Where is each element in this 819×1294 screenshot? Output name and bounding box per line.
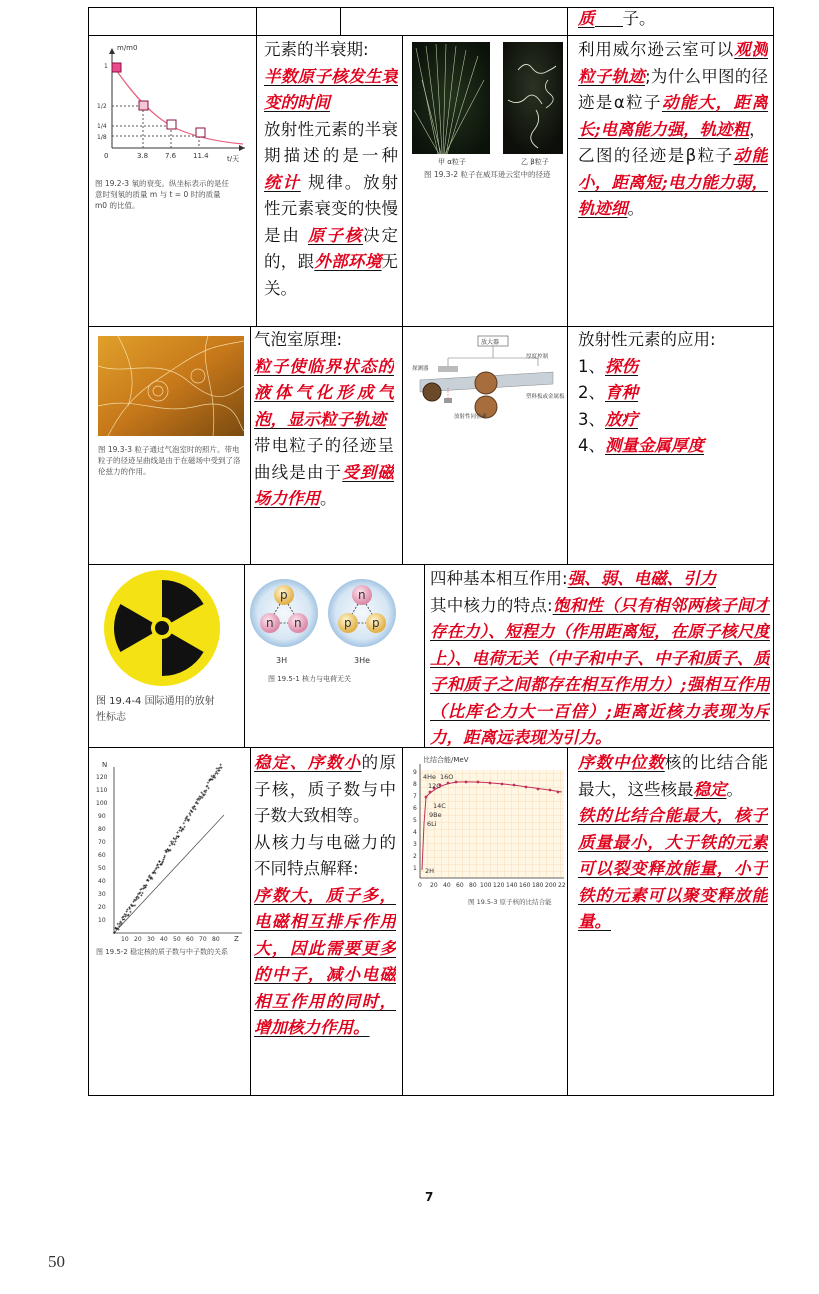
answer-text: 粒子使临界状态的液体气化形成气泡，显示粒子轨迹 [254,356,394,429]
x-tick: 40 [443,882,451,889]
y-tick: 90 [98,813,106,820]
table-rule [88,35,774,36]
nz-point [207,787,209,789]
cell-text: 放射性元素的应用: [578,330,716,349]
x-tick: 140 [506,882,518,889]
cell-text: 从核力与电磁力的不同特点解释: [254,832,396,878]
be-point [455,781,458,784]
chart-title: 比结合能/MeV [423,756,469,764]
cloud-chamber-figure [408,40,565,190]
nz-point [184,819,186,821]
y-tick: 3 [413,841,417,848]
answer-text: 稳定 [693,779,727,799]
svg-text:p: p [372,616,380,630]
y-tick: 50 [98,865,106,872]
halflife-cell [264,37,398,325]
table-rule [340,7,341,36]
x-tick: 60 [186,936,194,943]
nucleus-label: 3He [354,656,371,665]
answer-text: 质 [578,9,595,28]
cloud-chamber-photos [408,40,565,165]
figure-caption: 图 19.5-2 稳定核的质子数与中子数的关系 [96,948,229,956]
answer-text: 序数中位数 [578,753,665,772]
nz-point [207,782,209,784]
y-tick: 4 [413,829,417,836]
svg-text:n: n [266,616,274,630]
binding-energy-cell [578,750,768,1093]
nz-point [200,791,202,793]
x-tick: 10 [121,936,129,943]
cell-text: 规律。放射性元素衰变的快慢是由 [264,172,398,245]
margin-page-number: 50 [48,1252,65,1271]
nz-point [211,775,213,777]
answer-text: 观测粒子轨迹 [578,40,768,86]
cell-text: 子。 [622,9,656,28]
nz-point [129,911,131,913]
nucleus-label: 3H [276,656,288,665]
figure-caption: 图 19.2-3 氡的衰变。纵坐标表示的是任意时刻氡的质量 m 与 t = 0 时的质量 m0 的比值。 [95,179,229,210]
isotope-label: 14C [433,802,446,810]
y-axis-label: N [102,761,108,769]
cell-text: ， [749,119,766,139]
cell-text: 无关。 [264,252,398,298]
nz-stability-figure [96,755,246,965]
nz-point [220,764,222,766]
isotope-label: 6Li [427,820,437,828]
isotope-label: 16O [440,773,454,781]
nz-scatter-chart [96,755,246,945]
radon-decay-figure [95,40,250,320]
x-tick: 160 [519,882,531,889]
y-tick: 1/2 [97,103,107,110]
y-tick: 70 [98,839,106,846]
table-rule [256,7,257,36]
nz-point [173,843,175,845]
answer-text: 统计 [264,172,301,192]
thickness-gauge-figure [408,332,565,432]
nz-point [216,772,218,774]
binding-energy-chart [406,752,566,912]
answer-text: 铁的比结合能最大，核子质量最小，大于铁的元素可以裂变释放能量，小于铁的元素可以聚变释放能量。 [578,806,768,931]
nz-point [174,840,176,842]
x-tick: 50 [173,936,181,943]
table-rule [250,326,251,565]
isotope-label: 12C [428,782,441,790]
figure-caption: 图 19.4-4 国际通用的放射性标志 [96,696,215,723]
thickness-gauge-diagram [408,332,565,432]
x-tick: 11.4 [193,152,209,160]
answer-text: 动能小，距离短;电力能力弱，轨迹细 [578,146,768,218]
be-point [549,789,552,792]
nuclear-force-cell [430,566,770,746]
be-point [465,781,468,784]
cell-text: 。 [320,489,337,508]
nz-point [138,897,140,899]
x-tick: 60 [456,882,464,889]
table-rule [256,35,257,327]
x-tick: 22 [558,882,566,889]
photo-label: 乙 β粒子 [521,158,549,165]
y-tick: 120 [96,774,108,781]
x-tick: 100 [480,882,492,889]
be-point [501,783,504,786]
y-tick: 80 [98,826,106,833]
svg-text:n: n [294,616,302,630]
be-point [537,788,540,791]
nz-point [172,841,174,843]
nz-point [157,866,159,868]
bubble-chamber-figure [98,336,246,561]
answer-text: 外部环境 [314,252,382,271]
nz-data-points [113,764,223,935]
y-tick: 1/4 [97,123,107,130]
table-rule [402,747,403,1096]
table-rule [567,7,568,36]
y-tick: 110 [96,787,108,794]
answer-text: 半数原子核发生衰变的时间 [264,66,398,112]
x-tick: 7.6 [165,152,177,160]
y-tick: 1 [413,865,417,872]
table-rule [88,564,774,565]
device-label: 放射性同位素 [454,414,488,420]
device-label: 探测器 [412,366,429,372]
table-rule [88,1095,774,1096]
nz-point [194,808,196,810]
bubble-chamber-photo [98,336,244,436]
list-item: 3、放疗 [578,409,638,429]
figure-caption: 图 19.5-1 核力与电荷无关 [268,675,352,683]
cell-text: 核的比结合能最大，这些核最 [578,753,768,799]
cell-text: 元素的半衰期: [264,40,369,59]
be-point [425,796,428,799]
table-rule [567,747,568,1096]
nuclear-force-figure [246,575,422,690]
y-tick: 6 [413,805,417,812]
device-label: 厚度控制 [526,354,549,360]
x-tick: 200 [545,882,557,889]
answer-text: 原子核 [307,225,364,245]
page-number: 7 [425,1190,434,1204]
answer-text: 序数大，质子多，电磁相互排斥作用大，因此需要更多的中子，减小电磁相互作用的同时，增加核力作用。 [254,885,396,1037]
nz-point [123,918,125,920]
cell-text: 其中核力的特点: [430,595,553,615]
table-rule [424,564,425,748]
binding-energy-figure [406,752,566,912]
x-axis-label: t/天 [227,155,240,163]
answer-text: 受到磁场力作用 [254,462,394,508]
cell-text: 乙图的径迹是β粒子 [578,146,734,165]
cell-text: ;为什么甲图的径迹是α粒子 [578,66,768,112]
svg-text:n: n [358,588,366,602]
isotope-label: 4He [423,773,437,781]
nz-point [134,899,136,901]
nz-point [183,822,185,824]
y-tick: 9 [413,769,417,776]
table-rule [567,35,568,565]
table-rule [88,7,89,1096]
table-rule [773,7,774,1096]
nz-point [183,826,185,828]
x-tick: 80 [469,882,477,889]
x-tick: 80 [212,936,220,943]
decay-curve-chart [95,40,250,170]
radiation-symbol-figure [96,568,240,746]
list-item: 4、测量金属厚度 [578,436,704,455]
y-tick: 30 [98,891,106,898]
x-tick: 30 [147,936,155,943]
cell-text: 决定的，跟 [264,225,398,271]
table-rule [250,747,251,1096]
x-tick: 120 [493,882,505,889]
nz-point [141,892,143,894]
x-tick: 0 [418,882,422,889]
device-label: 放大器 [481,339,500,346]
be-point [477,781,480,784]
nz-point [134,904,136,906]
be-point [447,782,450,785]
x-tick: 20 [430,882,438,889]
isotope-label: 9Be [429,811,442,819]
isotope-label: 2H [425,867,435,875]
cloud-chamber-cell [578,37,768,325]
y-tick: 10 [98,917,106,924]
cell-text: 四种基本相互作用: [430,569,568,588]
cell-text: 利用威尔逊云室可以 [578,40,735,59]
nz-point [136,895,138,897]
y-tick: 100 [96,800,108,807]
y-tick: 1/8 [97,134,107,141]
table-rule [88,747,774,748]
figure-caption: 图 19.3-2 粒子在威耳逊云室中的径迹 [424,170,551,179]
stability-cell [254,750,396,1093]
radiation-warning-icon [102,568,222,688]
be-point [429,791,432,794]
device-label: 塑料板或金属板 [526,394,565,400]
y-tick: 7 [413,793,417,800]
bubble-chamber-cell [254,327,394,563]
be-point [489,782,492,785]
nz-point [137,893,139,895]
photo-label: 甲 α粒子 [438,158,466,165]
nuclei-diagram [246,575,422,685]
be-point [513,784,516,787]
nz-point [178,829,180,831]
nz-point [169,844,171,846]
x-tick: 70 [199,936,207,943]
cell-text: 带电粒子的径迹呈曲线是由于 [254,436,394,482]
table-rule [402,35,403,565]
cell-text: 放射性元素的半衰期描述的是一种 [264,119,398,165]
y-tick: 1 [104,63,108,70]
y-axis-label: m/m0 [117,44,138,52]
figure-caption: 图 19.3-3 粒子通过气泡室时的照片。带电粒子的径迹呈曲线是由于在磁场中受到了洛伦兹力的作用。 [98,445,241,476]
x-axis-label: Z [234,935,239,943]
nz-point [211,778,213,780]
answer-text: 稳定、序数小 [254,753,362,772]
x-tick: 180 [532,882,544,889]
list-item: 1、探伤 [578,356,638,376]
row0-cell-text [578,6,773,34]
answer-text: 动能大，距离长;电离能力强，轨迹粗 [578,93,768,139]
y-tick: 40 [98,878,106,885]
nz-point [218,769,220,771]
be-point [525,786,528,789]
x-tick: 0 [104,152,109,160]
nz-point [140,894,142,896]
x-tick: 40 [160,936,168,943]
nz-point [176,831,178,833]
y-tick: 8 [413,781,417,788]
y-tick: 20 [98,904,106,911]
be-point [557,791,560,794]
cell-text: 气泡室原理: [254,330,343,349]
answer-text: 强、弱、电磁、引力 [567,569,717,588]
svg-text:p: p [344,616,352,630]
y-tick: 2 [413,853,417,860]
answer-text: 饱和性（只有相邻两核子间才存在力）、短程力（作用距离短，在原子核尺度上）、电荷无关（中子和中子、中子和质子、质子和质子之间都存在相互作用力）;强相互作用（比库仑力大一百倍）;距离近核力表现为斥力，距离远表现为引力。 [430,595,770,746]
y-tick: 60 [98,852,106,859]
x-tick: 3.8 [137,152,149,160]
y-tick: 5 [413,817,417,824]
nz-point [122,919,124,921]
nz-point [220,767,222,769]
cell-text: 。 [726,779,743,799]
cell-text: 的原子核，质子数与中子数大致相等。 [254,753,396,825]
svg-text:p: p [280,588,288,602]
list-item: 2、育种 [578,383,638,402]
table-rule [244,564,245,748]
x-tick: 20 [134,936,142,943]
applications-cell [578,327,768,563]
cell-text: 。 [627,199,644,218]
figure-caption: 图 19.5-3 原子核的比结合能 [468,898,552,906]
